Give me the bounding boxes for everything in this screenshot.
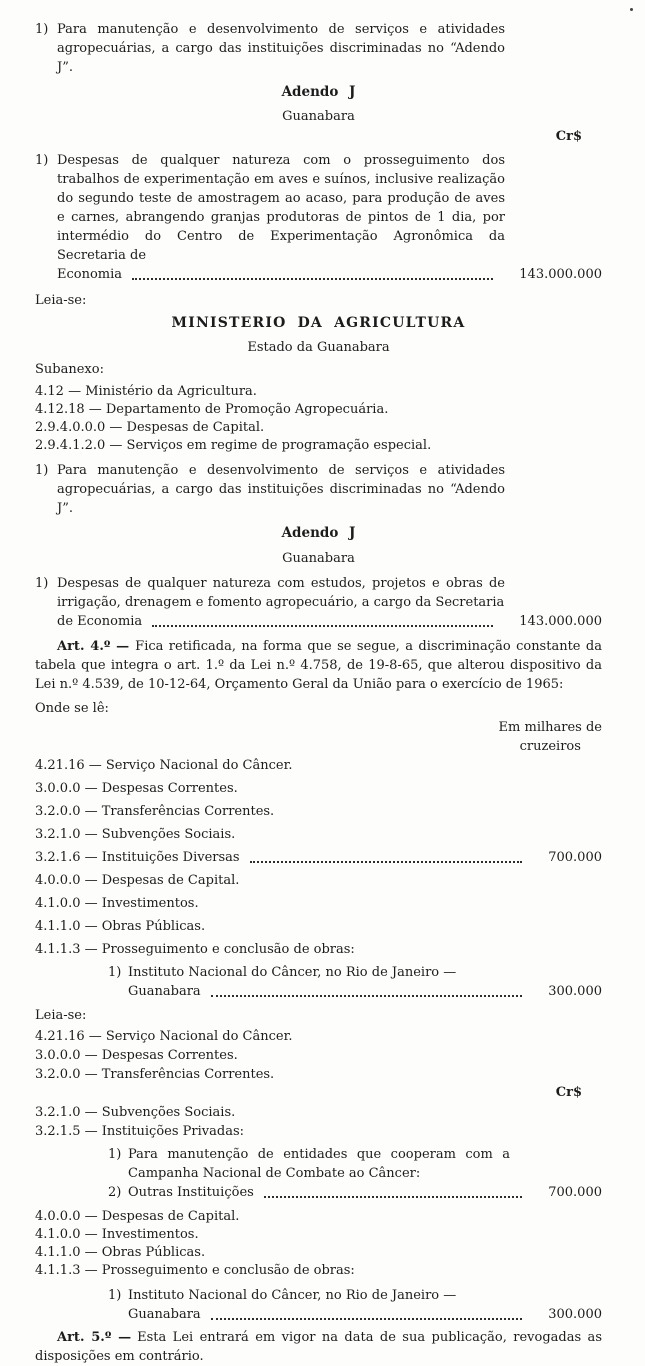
- item-body: [128, 963, 602, 1001]
- code-line: 4.0.0.0 — Despesas de Capital.: [35, 873, 240, 888]
- amount-value: 700.000: [548, 850, 602, 865]
- amount-row-label: Outras Instituições: [128, 1185, 254, 1200]
- ministry-subtitle: Estado da Guanabara: [247, 340, 390, 355]
- item-text: Para manutenção de entidades que cooperam com a Campanha Nacional de Combate ao Câncer:: [128, 1147, 510, 1181]
- list-item-intro: [35, 20, 602, 77]
- code-line: 4.1.1.3 — Prosseguimento e conclusão de obras:: [35, 1263, 355, 1278]
- code-line: 3.2.0.0 — Transferências Correntes.: [35, 804, 275, 819]
- leia-list-a: [35, 1027, 602, 1084]
- amount-row: [57, 265, 602, 284]
- item-text: Instituto Nacional do Câncer, no Rio de Janeiro —: [128, 965, 457, 980]
- amount-value: 143.000.000: [519, 267, 602, 282]
- code-line-amount: [35, 848, 602, 867]
- adendo-place: Guanabara: [282, 109, 355, 124]
- unit-note-line1: Em milhares de: [498, 720, 602, 735]
- code-line-label: 3.2.1.6 — Instituições Diversas: [35, 850, 240, 865]
- currency-label: Cr$: [555, 1085, 582, 1100]
- onde-list: [35, 756, 602, 959]
- code-line: 4.12 — Ministério da Agricultura.: [35, 384, 257, 399]
- code-line: 4.1.0.0 — Investimentos.: [35, 1227, 199, 1242]
- amount-row: [57, 612, 602, 631]
- code-line: 2.9.4.0.0.0 — Despesas de Capital.: [35, 420, 265, 435]
- code-line: 4.1.0.0 — Investimentos.: [35, 896, 199, 911]
- leia-se-label: Leia-se:: [35, 1008, 87, 1023]
- amount-row-label: Economia: [57, 267, 123, 282]
- amount-row-label: de Economia: [57, 614, 143, 629]
- article-5-paragraph: [35, 1328, 602, 1366]
- dotted-leader: [152, 625, 493, 627]
- item-body: [57, 20, 602, 77]
- dotted-leader: [211, 1318, 523, 1320]
- dotted-leader: [211, 995, 523, 997]
- amount-value: 300.000: [548, 1307, 602, 1322]
- dotted-leader: [264, 1196, 522, 1198]
- adendo-heading: Adendo J: [281, 525, 356, 541]
- amount-value: 700.000: [548, 1185, 602, 1200]
- article-4-text: Fica retificada, na forma que se segue, a discriminação constante da tabela que integra o art. 1.º da Lei n.º 4.758, de 19-8-65, que alterou dispositivo da Lei n.º 4.539, de 10-12-64, Orçamento Geral da União para o exercício de 1965:: [35, 639, 602, 692]
- amount-row-label: Guanabara: [128, 1307, 201, 1322]
- dotted-leader: [132, 278, 493, 280]
- item-body: [57, 151, 602, 284]
- code-line: 4.12.18 — Departamento de Promoção Agropecuária.: [35, 402, 389, 417]
- adendo-heading: Adendo J: [281, 84, 356, 100]
- item-body: [128, 1286, 602, 1324]
- item-body: [57, 461, 602, 518]
- nested-item-instituto: [108, 963, 602, 1001]
- subanexo-label: Subanexo:: [35, 362, 104, 377]
- subanexo-list: [35, 383, 602, 455]
- item-body: [57, 574, 602, 631]
- item-number: 1): [108, 1288, 122, 1303]
- article-5-label: Art. 5.º —: [57, 1330, 132, 1345]
- amount-value: 300.000: [548, 984, 602, 999]
- ministry-title: MINISTERIO DA AGRICULTURA: [171, 315, 466, 331]
- code-line: 4.21.16 — Serviço Nacional do Câncer.: [35, 758, 293, 773]
- item-text: Instituto Nacional do Câncer, no Rio de Janeiro —: [128, 1288, 457, 1303]
- list-item-manutencao: [35, 461, 602, 518]
- unit-note-line2: cruzeiros: [519, 739, 581, 754]
- item-text: Despesas de qualquer natureza com o prosseguimento dos trabalhos de experimentação em aves e suínos, inclusive realização do segundo teste de amostragem ao acaso, para produção de aves e carnes, abrangendo granjas produtoras de pintos de 1 dia, por intermédio do Centro de Experimentação Agronômica da Secretaria de: [57, 153, 505, 263]
- item-number: 1): [35, 463, 49, 478]
- code-line: 2.9.4.1.2.0 — Serviços em regime de programação especial.: [35, 438, 432, 453]
- leia-list-b: [35, 1103, 602, 1141]
- amount-row-label: Guanabara: [128, 984, 201, 999]
- code-line: 3.0.0.0 — Despesas Correntes.: [35, 781, 238, 796]
- amount-row: [128, 1305, 602, 1324]
- item-text: Para manutenção e desenvolvimento de serviços e atividades agropecuárias, a cargo das instituições discriminadas no “Adendo J”.: [57, 463, 505, 516]
- item-number: 2): [108, 1185, 122, 1200]
- nested-item-instituto: [108, 1286, 602, 1324]
- item-number: 1): [35, 22, 49, 37]
- list-item-irrigacao: [35, 574, 602, 631]
- code-line: 3.2.1.5 — Instituições Privadas:: [35, 1124, 245, 1139]
- item-number: 1): [35, 576, 49, 591]
- leia-list-c: [35, 1208, 602, 1280]
- item-number: 1): [108, 965, 122, 980]
- article-5-text: Esta Lei entrará em vigor na data de sua publicação, revogadas as disposições em contrário.: [35, 1330, 602, 1364]
- dotted-leader: [250, 861, 523, 863]
- amount-row: [128, 1183, 602, 1202]
- code-line: 4.21.16 — Serviço Nacional do Câncer.: [35, 1029, 293, 1044]
- nested-item-campanha: [108, 1145, 602, 1183]
- amount-value: 143.000.000: [519, 614, 602, 629]
- code-line: 4.1.1.0 — Obras Públicas.: [35, 919, 206, 934]
- onde-se-le-label: Onde se lê:: [35, 701, 109, 716]
- code-line: 4.1.1.0 — Obras Públicas.: [35, 1245, 206, 1260]
- code-line: 3.2.1.0 — Subvenções Sociais.: [35, 1105, 236, 1120]
- currency-label: Cr$: [555, 129, 582, 144]
- item-text: Despesas de qualquer natureza com estudos, projetos e obras de irrigação, drenagem e fomento agropecuário, a cargo da Secretaria: [57, 576, 505, 610]
- nested-item-outras: [108, 1183, 602, 1202]
- code-line: 3.0.0.0 — Despesas Correntes.: [35, 1048, 238, 1063]
- code-line: 4.1.1.3 — Prosseguimento e conclusão de obras:: [35, 942, 355, 957]
- code-line: 3.2.0.0 — Transferências Correntes.: [35, 1067, 275, 1082]
- article-4-label: Art. 4.º —: [57, 639, 130, 654]
- code-line: 4.0.0.0 — Despesas de Capital.: [35, 1209, 240, 1224]
- item-text: Para manutenção e desenvolvimento de serviços e atividades agropecuárias, a cargo das instituições discriminadas no “Adendo J”.: [57, 22, 505, 75]
- adendo-place: Guanabara: [282, 551, 355, 566]
- code-line: 3.2.1.0 — Subvenções Sociais.: [35, 827, 236, 842]
- list-item-aves: [35, 151, 602, 284]
- item-number: 1): [108, 1147, 122, 1162]
- unit-note: [499, 718, 602, 756]
- article-4-paragraph: [35, 637, 602, 694]
- leia-se-label: Leia-se:: [35, 293, 87, 308]
- amount-row: [128, 982, 602, 1001]
- scan-artifact-dot: [630, 8, 633, 11]
- item-number: 1): [35, 153, 49, 168]
- item-body: [128, 1183, 602, 1202]
